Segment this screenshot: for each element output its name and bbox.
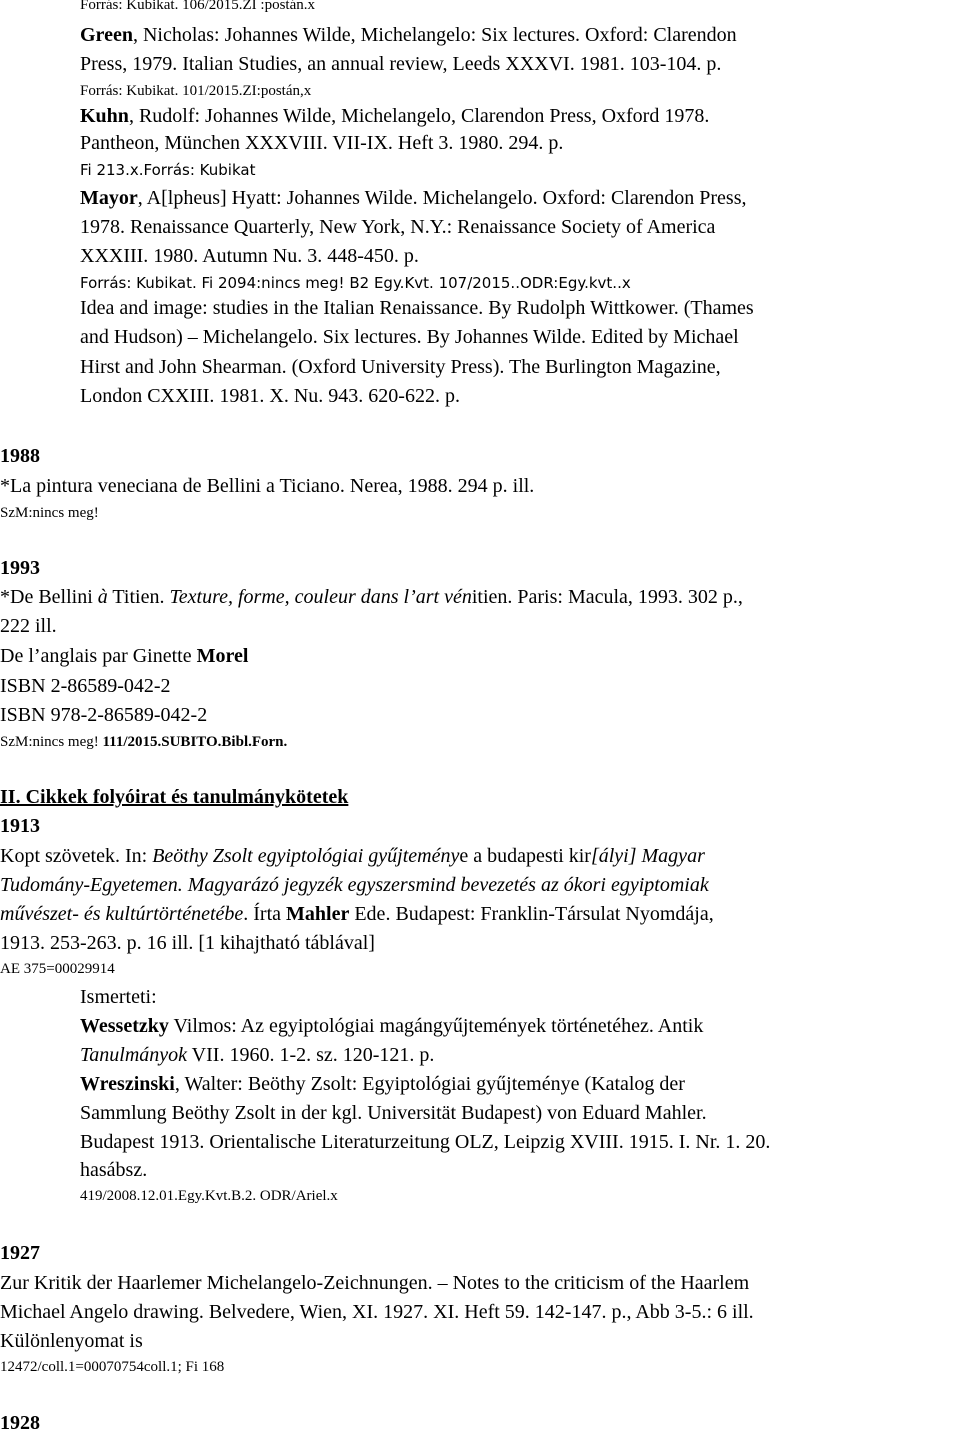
bib-entry-green: Green, Nicholas: Johannes Wilde, Michelangelo: Six lectures. Oxford: Clarendon — [80, 24, 737, 46]
review-entry: Wessetzky Vilmos: Az egyiptológiai magángyűjtemények történetéhez. Antik — [80, 1015, 704, 1037]
source-note: Forrás: Kubikat. Fi 2094:nincs meg! B2 Egy.Kvt. 107/2015..ODR:Egy.kvt..x — [80, 274, 631, 292]
bib-entry-mayor: Mayor, A[lpheus] Hyatt: Johannes Wilde. Michelangelo. Oxford: Clarendon Press, — [80, 187, 747, 209]
text-line: Tudomány-Egyetemen. Magyarázó jegyzék egyszersmind bevezetés az ókori egyiptomiak — [0, 874, 709, 896]
bib-entry-kuhn: Kuhn, Rudolf: Johannes Wilde, Michelangelo, Clarendon Press, Oxford 1978. — [80, 105, 710, 127]
text-line: London CXXIII. 1981. X. Nu. 943. 620-622. p. — [80, 385, 460, 407]
bib-entry: Zur Kritik der Haarlemer Michelangelo-Zeichnungen. ‒ Notes to the criticism of the Haarlem — [0, 1272, 750, 1294]
text-line: Michael Angelo drawing. Belvedere, Wien, XI. 1927. XI. Heft 59. 142-147. p., Abb 3-5.: 6 ill. — [0, 1301, 754, 1323]
text-line: XXXIII. 1980. Autumn Nu. 3. 448-450. p. — [80, 245, 419, 267]
source-note: Fi 213.x.Forrás: Kubikat — [80, 161, 256, 179]
isbn: ISBN 978-2-86589-042-2 — [0, 704, 208, 726]
text-line: Press, 1979. Italian Studies, an annual review, Leeds XXXVI. 1981. 103-104. p. — [80, 53, 722, 75]
text-line: De l’anglais par Ginette Morel — [0, 645, 249, 667]
source-note: SzM:nincs meg! 111/2015.SUBITO.Bibl.Forn. — [0, 734, 288, 750]
source-note: SzM:nincs meg! — [0, 505, 99, 521]
text-line: Különlenyomat is — [0, 1330, 143, 1352]
text-line: Sammlung Beöthy Zsolt in der kgl. Universität Budapest) von Eduard Mahler. — [80, 1102, 707, 1124]
year-heading-1988: 1988 — [0, 445, 40, 467]
text-line: hasábsz. — [80, 1159, 148, 1181]
author-name: Green — [80, 24, 133, 46]
text-line: 1978. Renaissance Quarterly, New York, N.Y.: Renaissance Society of America — [80, 216, 716, 238]
text-line: 1913. 253-263. p. 16 ill. [1 kihajtható táblával] — [0, 932, 375, 954]
text-line: Idea and image: studies in the Italian Renaissance. By Rudolph Wittkower. (Thames — [80, 297, 754, 319]
text-line: 222 ill. — [0, 615, 57, 637]
isbn: ISBN 2-86589-042-2 — [0, 675, 171, 697]
text-line: művészet- és kultúrtörténetébe. Írta Mahler Ede. Budapest: Franklin-Társulat Nyomdája, — [0, 903, 714, 925]
author-name: Kuhn — [80, 105, 129, 127]
section-heading: II. Cikkek folyóirat és tanulmánykötetek — [0, 786, 349, 808]
text-line: Budapest 1913. Orientalische Literaturzeitung OLZ, Leipzig XVIII. 1915. I. Nr. 1. 20. — [80, 1131, 771, 1153]
year-heading-1913: 1913 — [0, 815, 40, 837]
source-note: 419/2008.12.01.Egy.Kvt.B.2. ODR/Ariel.x — [80, 1188, 338, 1204]
text-line: Pantheon, München XXXVIII. VII-IX. Heft 3. 1980. 294. p. — [80, 132, 564, 154]
review-entry: Wreszinski, Walter: Beöthy Zsolt: Egyiptológiai gyűjteménye (Katalog der — [80, 1073, 685, 1095]
source-note: 12472/coll.1=00070754coll.1; Fi 168 — [0, 1359, 225, 1375]
text-line: Tanulmányok VII. 1960. 1-2. sz. 120-121. p. — [80, 1044, 435, 1066]
author-name: Mayor — [80, 187, 138, 209]
bib-entry: *De Bellini à Titien. Texture, forme, couleur dans l’art vénitien. Paris: Macula, 1993. 302 p., — [0, 586, 743, 608]
year-heading-1927: 1927 — [0, 1242, 40, 1264]
source-note: Forrás: Kubikat. 101/2015.ZI:postán,x — [80, 83, 312, 99]
source-note: Forrás: Kubikat. 106/2015.ZI :postán.x — [80, 0, 315, 13]
text-line: and Hudson) ‒ Michelangelo. Six lectures. By Johannes Wilde. Edited by Michael — [80, 326, 739, 348]
year-heading-1928: 1928 — [0, 1412, 40, 1434]
source-note: AE 375=00029914 — [0, 961, 115, 977]
year-heading-1993: 1993 — [0, 557, 40, 579]
bib-entry: *La pintura veneciana de Bellini a Ticiano. Nerea, 1988. 294 p. ill. — [0, 475, 535, 497]
review-label: Ismerteti: — [80, 986, 157, 1008]
bib-entry: Kopt szövetek. In: Beöthy Zsolt egyiptológiai gyűjteménye a budapesti kir[ályi] Magyar — [0, 845, 705, 867]
text-line: Hirst and John Shearman. (Oxford University Press). The Burlington Magazine, — [80, 356, 721, 378]
